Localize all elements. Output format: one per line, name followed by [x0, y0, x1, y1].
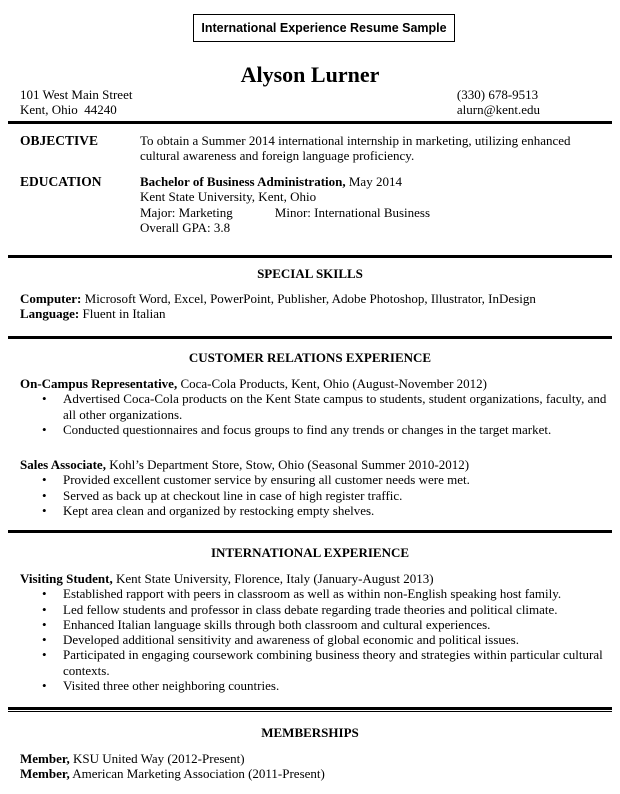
bullet-item: • Participated in engaging coursework combining business theory and strategies within particular cultural contexts. [20, 647, 610, 678]
bullet-item: • Advertised Coca-Cola products on the Kent State campus to students, student organizations, faculty, and all other organizations. [20, 391, 610, 422]
minor: Minor: International Business [274, 204, 431, 220]
job-details: Kohl’s Department Store, Stow, Ohio (Seasonal Summer 2010-2012) [109, 457, 470, 472]
skills-list [20, 291, 610, 322]
memberships-heading: MEMBERSHIPS [261, 725, 359, 740]
job-sales-associate [20, 457, 610, 518]
section-divider [8, 121, 612, 124]
bullet-item: • Provided excellent customer service by ensuring all customer needs were met. [20, 472, 610, 487]
job-bullets [20, 472, 610, 518]
job-details: Kent State University, Florence, Italy (January-August 2013) [115, 571, 434, 586]
section-divider [8, 707, 612, 710]
membership-item: Member, KSU United Way (2012-Present) [20, 751, 245, 766]
job-title: Visiting Student, [20, 571, 113, 586]
computer-skills: Microsoft Word, Excel, PowerPoint, Publisher, Adobe Photoshop, Illustrator, InDesign [84, 291, 536, 306]
job-title: Sales Associate, [20, 457, 106, 472]
phone-number: (330) 678-9513 [456, 87, 539, 102]
language-skills: Fluent in Italian [82, 306, 166, 322]
resume-sample-banner: International Experience Resume Sample [193, 14, 455, 42]
section-divider [8, 530, 612, 533]
phone-email-block [457, 87, 540, 117]
graduation-date: May 2014 [348, 174, 402, 189]
job-visiting-student [20, 571, 610, 693]
job-title: On-Campus Representative, [20, 376, 178, 391]
section-divider [8, 336, 612, 339]
bullet-item: • Developed additional sensitivity and awareness of global economic and political issues. [20, 632, 610, 647]
section-divider [8, 255, 612, 258]
gpa: Overall GPA: 3.8 [140, 219, 231, 235]
objective-label: OBJECTIVE [20, 133, 99, 148]
major: Major: Marketing [140, 204, 233, 220]
bullet-item: • Visited three other neighboring countries. [20, 678, 610, 693]
objective-text: To obtain a Summer 2014 international internship in marketing, utilizing enhanced cultural awareness and foreign language proficiency. [140, 133, 571, 164]
job-bullets [20, 391, 610, 437]
address-block [20, 87, 132, 117]
job-details: Coca-Cola Products, Kent, Ohio (August-November 2012) [180, 376, 487, 391]
membership-item: Member, American Marketing Association (2011-Present) [20, 766, 325, 782]
street-address: 101 West Main Street [20, 87, 133, 102]
memberships-list [20, 751, 610, 782]
school: Kent State University, Kent, Ohio [140, 189, 317, 205]
job-on-campus-representative [20, 376, 610, 437]
bullet-item: • Conducted questionnaires and focus groups to find any trends or changes in the target market. [20, 422, 610, 437]
degree: Bachelor of Business Administration, [140, 174, 346, 189]
bullet-item: • Led fellow students and professor in class debate regarding trade theories and political climate. [20, 602, 610, 617]
section-divider [8, 711, 612, 712]
education-label: EDUCATION [20, 174, 102, 189]
education-details [140, 174, 590, 235]
special-skills-heading: SPECIAL SKILLS [257, 266, 363, 281]
job-bullets [20, 586, 610, 693]
candidate-name: Alyson Lurner [240, 62, 380, 87]
city-state-zip: Kent, Ohio 44240 [20, 102, 117, 117]
computer-label: Computer: [20, 291, 82, 306]
language-label: Language: [20, 306, 80, 322]
bullet-item: • Kept area clean and organized by restocking empty shelves. [20, 503, 610, 518]
bullet-item: • Established rapport with peers in classroom as well as within non-English speaking host family. [20, 586, 610, 601]
international-experience-heading: INTERNATIONAL EXPERIENCE [210, 545, 410, 560]
customer-relations-heading: CUSTOMER RELATIONS EXPERIENCE [188, 350, 432, 365]
email-address: alurn@kent.edu [456, 102, 540, 117]
bullet-item: • Served as back up at checkout line in case of high register traffic. [20, 488, 610, 503]
bullet-item: • Enhanced Italian language skills through both classroom and cultural experiences. [20, 617, 610, 632]
